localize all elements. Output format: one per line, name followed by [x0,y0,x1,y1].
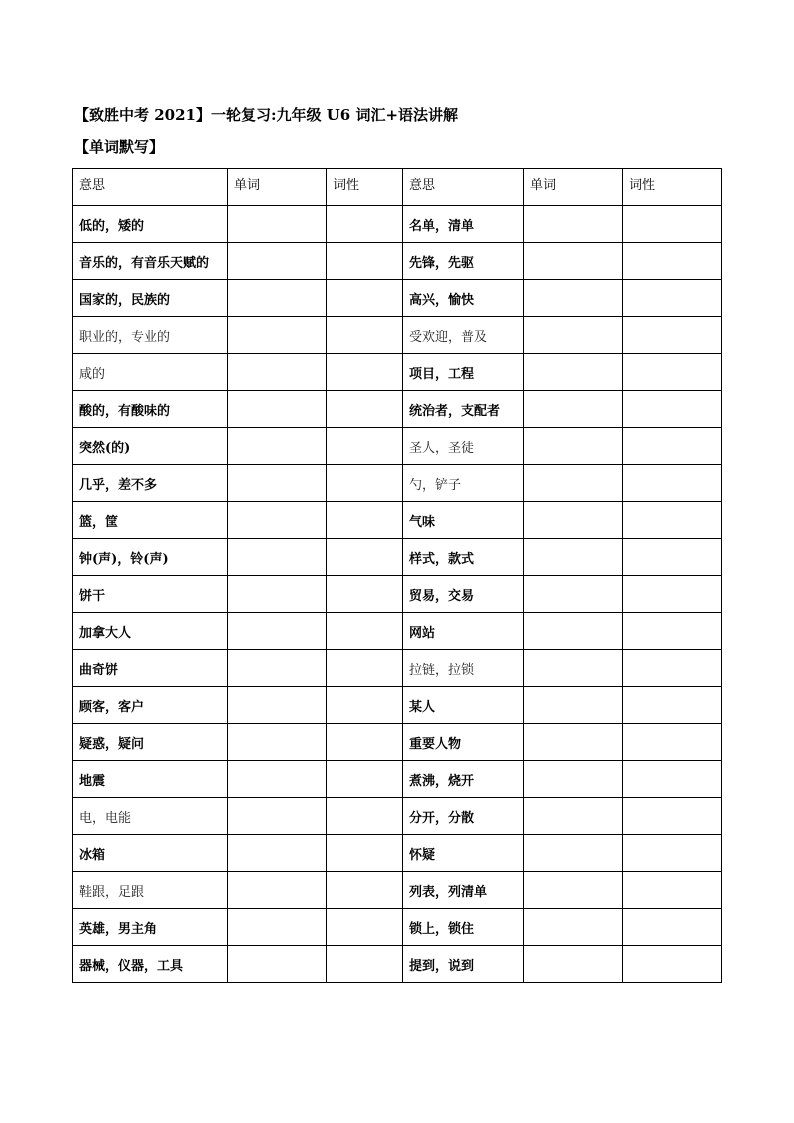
meaning-cell: 锁上，锁住 [403,909,524,946]
meaning-cell: 冰箱 [73,835,228,872]
pos-answer-cell[interactable] [623,354,722,391]
meaning-cell: 突然(的) [73,428,228,465]
pos-answer-cell[interactable] [623,206,722,243]
word-answer-cell[interactable] [524,539,623,576]
table-row [73,428,722,465]
meaning-cell: 疑惑，疑问 [73,724,228,761]
word-answer-cell[interactable] [228,354,327,391]
word-answer-cell[interactable] [228,687,327,724]
header-word: 单词 [228,169,327,206]
header-part-of-speech: 词性 [623,169,722,206]
word-answer-cell[interactable] [524,798,623,835]
pos-answer-cell[interactable] [327,724,403,761]
table-row [73,835,722,872]
pos-answer-cell[interactable] [327,835,403,872]
word-answer-cell[interactable] [228,872,327,909]
table-row [73,539,722,576]
section-heading: 【单词默写】 [74,138,165,156]
word-answer-cell[interactable] [524,613,623,650]
meaning-cell: 煮沸，烧开 [403,761,524,798]
pos-answer-cell[interactable] [327,576,403,613]
meaning-cell: 网站 [403,613,524,650]
pos-answer-cell[interactable] [623,391,722,428]
document-title: 【致胜中考 2021】一轮复习:九年级 U6 词汇+语法讲解 [74,106,459,124]
header-row [73,169,722,206]
table-row [73,613,722,650]
pos-answer-cell[interactable] [327,872,403,909]
meaning-cell: 几乎，差不多 [73,465,228,502]
meaning-cell: 先锋，先驱 [403,243,524,280]
pos-answer-cell[interactable] [623,280,722,317]
table-row [73,354,722,391]
pos-answer-cell[interactable] [327,502,403,539]
pos-answer-cell[interactable] [327,761,403,798]
pos-answer-cell[interactable] [327,798,403,835]
word-answer-cell[interactable] [228,428,327,465]
pos-answer-cell[interactable] [623,650,722,687]
pos-answer-cell[interactable] [327,280,403,317]
pos-answer-cell[interactable] [623,576,722,613]
word-answer-cell[interactable] [228,206,327,243]
meaning-cell: 地震 [73,761,228,798]
word-answer-cell[interactable] [524,206,623,243]
header-word: 单词 [524,169,623,206]
word-answer-cell[interactable] [228,539,327,576]
word-answer-cell[interactable] [524,650,623,687]
word-answer-cell[interactable] [228,650,327,687]
meaning-cell: 曲奇饼 [73,650,228,687]
meaning-cell: 贸易，交易 [403,576,524,613]
meaning-cell: 音乐的，有音乐天赋的 [73,243,228,280]
pos-answer-cell[interactable] [623,687,722,724]
meaning-cell: 篮，筐 [73,502,228,539]
meaning-cell: 国家的，民族的 [73,280,228,317]
pos-answer-cell[interactable] [327,354,403,391]
pos-answer-cell[interactable] [623,428,722,465]
meaning-cell: 鞋跟，足跟 [73,872,228,909]
pos-answer-cell[interactable] [327,391,403,428]
pos-answer-cell[interactable] [623,761,722,798]
pos-answer-cell[interactable] [327,613,403,650]
table-row [73,317,722,354]
pos-answer-cell[interactable] [327,946,403,983]
pos-answer-cell[interactable] [327,428,403,465]
word-answer-cell[interactable] [524,946,623,983]
word-answer-cell[interactable] [524,243,623,280]
word-answer-cell[interactable] [228,243,327,280]
table-row [73,206,722,243]
table-row [73,465,722,502]
meaning-cell: 受欢迎，普及 [403,317,524,354]
header-meaning: 意思 [73,169,228,206]
word-answer-cell[interactable] [524,687,623,724]
table-row [73,391,722,428]
table-row [73,280,722,317]
table-row [73,872,722,909]
header-meaning: 意思 [403,169,524,206]
word-answer-cell[interactable] [228,613,327,650]
word-answer-cell[interactable] [228,317,327,354]
table-row [73,909,722,946]
pos-answer-cell[interactable] [327,317,403,354]
pos-answer-cell[interactable] [623,243,722,280]
pos-answer-cell[interactable] [327,465,403,502]
word-answer-cell[interactable] [228,502,327,539]
word-answer-cell[interactable] [228,724,327,761]
table-row [73,946,722,983]
pos-answer-cell[interactable] [623,502,722,539]
word-answer-cell[interactable] [228,946,327,983]
pos-answer-cell[interactable] [327,206,403,243]
pos-answer-cell[interactable] [327,539,403,576]
pos-answer-cell[interactable] [623,946,722,983]
word-answer-cell[interactable] [524,872,623,909]
word-answer-cell[interactable] [228,576,327,613]
meaning-cell: 气味 [403,502,524,539]
word-answer-cell[interactable] [228,835,327,872]
table-row [73,761,722,798]
word-answer-cell[interactable] [524,761,623,798]
pos-answer-cell[interactable] [327,650,403,687]
table-row [73,650,722,687]
meaning-cell: 提到，说到 [403,946,524,983]
pos-answer-cell[interactable] [623,798,722,835]
word-answer-cell[interactable] [524,280,623,317]
meaning-cell: 勺，铲子 [403,465,524,502]
pos-answer-cell[interactable] [623,613,722,650]
meaning-cell: 酸的，有酸味的 [73,391,228,428]
word-answer-cell[interactable] [228,798,327,835]
meaning-cell: 统治者，支配者 [403,391,524,428]
word-answer-cell[interactable] [524,835,623,872]
meaning-cell: 咸的 [73,354,228,391]
meaning-cell: 列表，列清单 [403,872,524,909]
table-row [73,798,722,835]
meaning-cell: 顾客，客户 [73,687,228,724]
pos-answer-cell[interactable] [623,872,722,909]
vocabulary-table-body [73,169,722,983]
table-row [73,724,722,761]
word-answer-cell[interactable] [524,724,623,761]
meaning-cell: 高兴，愉快 [403,280,524,317]
meaning-cell: 某人 [403,687,524,724]
meaning-cell: 项目，工程 [403,354,524,391]
word-answer-cell[interactable] [524,576,623,613]
meaning-cell: 重要人物 [403,724,524,761]
table-row [73,576,722,613]
table-row [73,502,722,539]
word-answer-cell[interactable] [524,317,623,354]
word-answer-cell[interactable] [524,465,623,502]
table-row [73,243,722,280]
meaning-cell: 拉链，拉锁 [403,650,524,687]
word-answer-cell[interactable] [228,280,327,317]
table-row [73,687,722,724]
pos-answer-cell[interactable] [623,909,722,946]
word-answer-cell[interactable] [524,391,623,428]
pos-answer-cell[interactable] [327,909,403,946]
meaning-cell: 样式，款式 [403,539,524,576]
meaning-cell: 器械，仪器，工具 [73,946,228,983]
meaning-cell: 圣人，圣徒 [403,428,524,465]
pos-answer-cell[interactable] [623,835,722,872]
meaning-cell: 英雄，男主角 [73,909,228,946]
word-answer-cell[interactable] [524,502,623,539]
word-answer-cell[interactable] [524,428,623,465]
word-answer-cell[interactable] [228,391,327,428]
pos-answer-cell[interactable] [623,539,722,576]
pos-answer-cell[interactable] [327,243,403,280]
vocabulary-table [72,168,722,983]
meaning-cell: 低的，矮的 [73,206,228,243]
pos-answer-cell[interactable] [327,687,403,724]
meaning-cell: 名单，清单 [403,206,524,243]
meaning-cell: 职业的，专业的 [73,317,228,354]
meaning-cell: 分开，分散 [403,798,524,835]
word-answer-cell[interactable] [228,761,327,798]
meaning-cell: 钟(声)，铃(声) [73,539,228,576]
meaning-cell: 加拿大人 [73,613,228,650]
header-part-of-speech: 词性 [327,169,403,206]
pos-answer-cell[interactable] [623,724,722,761]
meaning-cell: 电，电能 [73,798,228,835]
pos-answer-cell[interactable] [623,465,722,502]
meaning-cell: 怀疑 [403,835,524,872]
word-answer-cell[interactable] [228,909,327,946]
word-answer-cell[interactable] [228,465,327,502]
word-answer-cell[interactable] [524,354,623,391]
word-answer-cell[interactable] [524,909,623,946]
pos-answer-cell[interactable] [623,317,722,354]
meaning-cell: 饼干 [73,576,228,613]
